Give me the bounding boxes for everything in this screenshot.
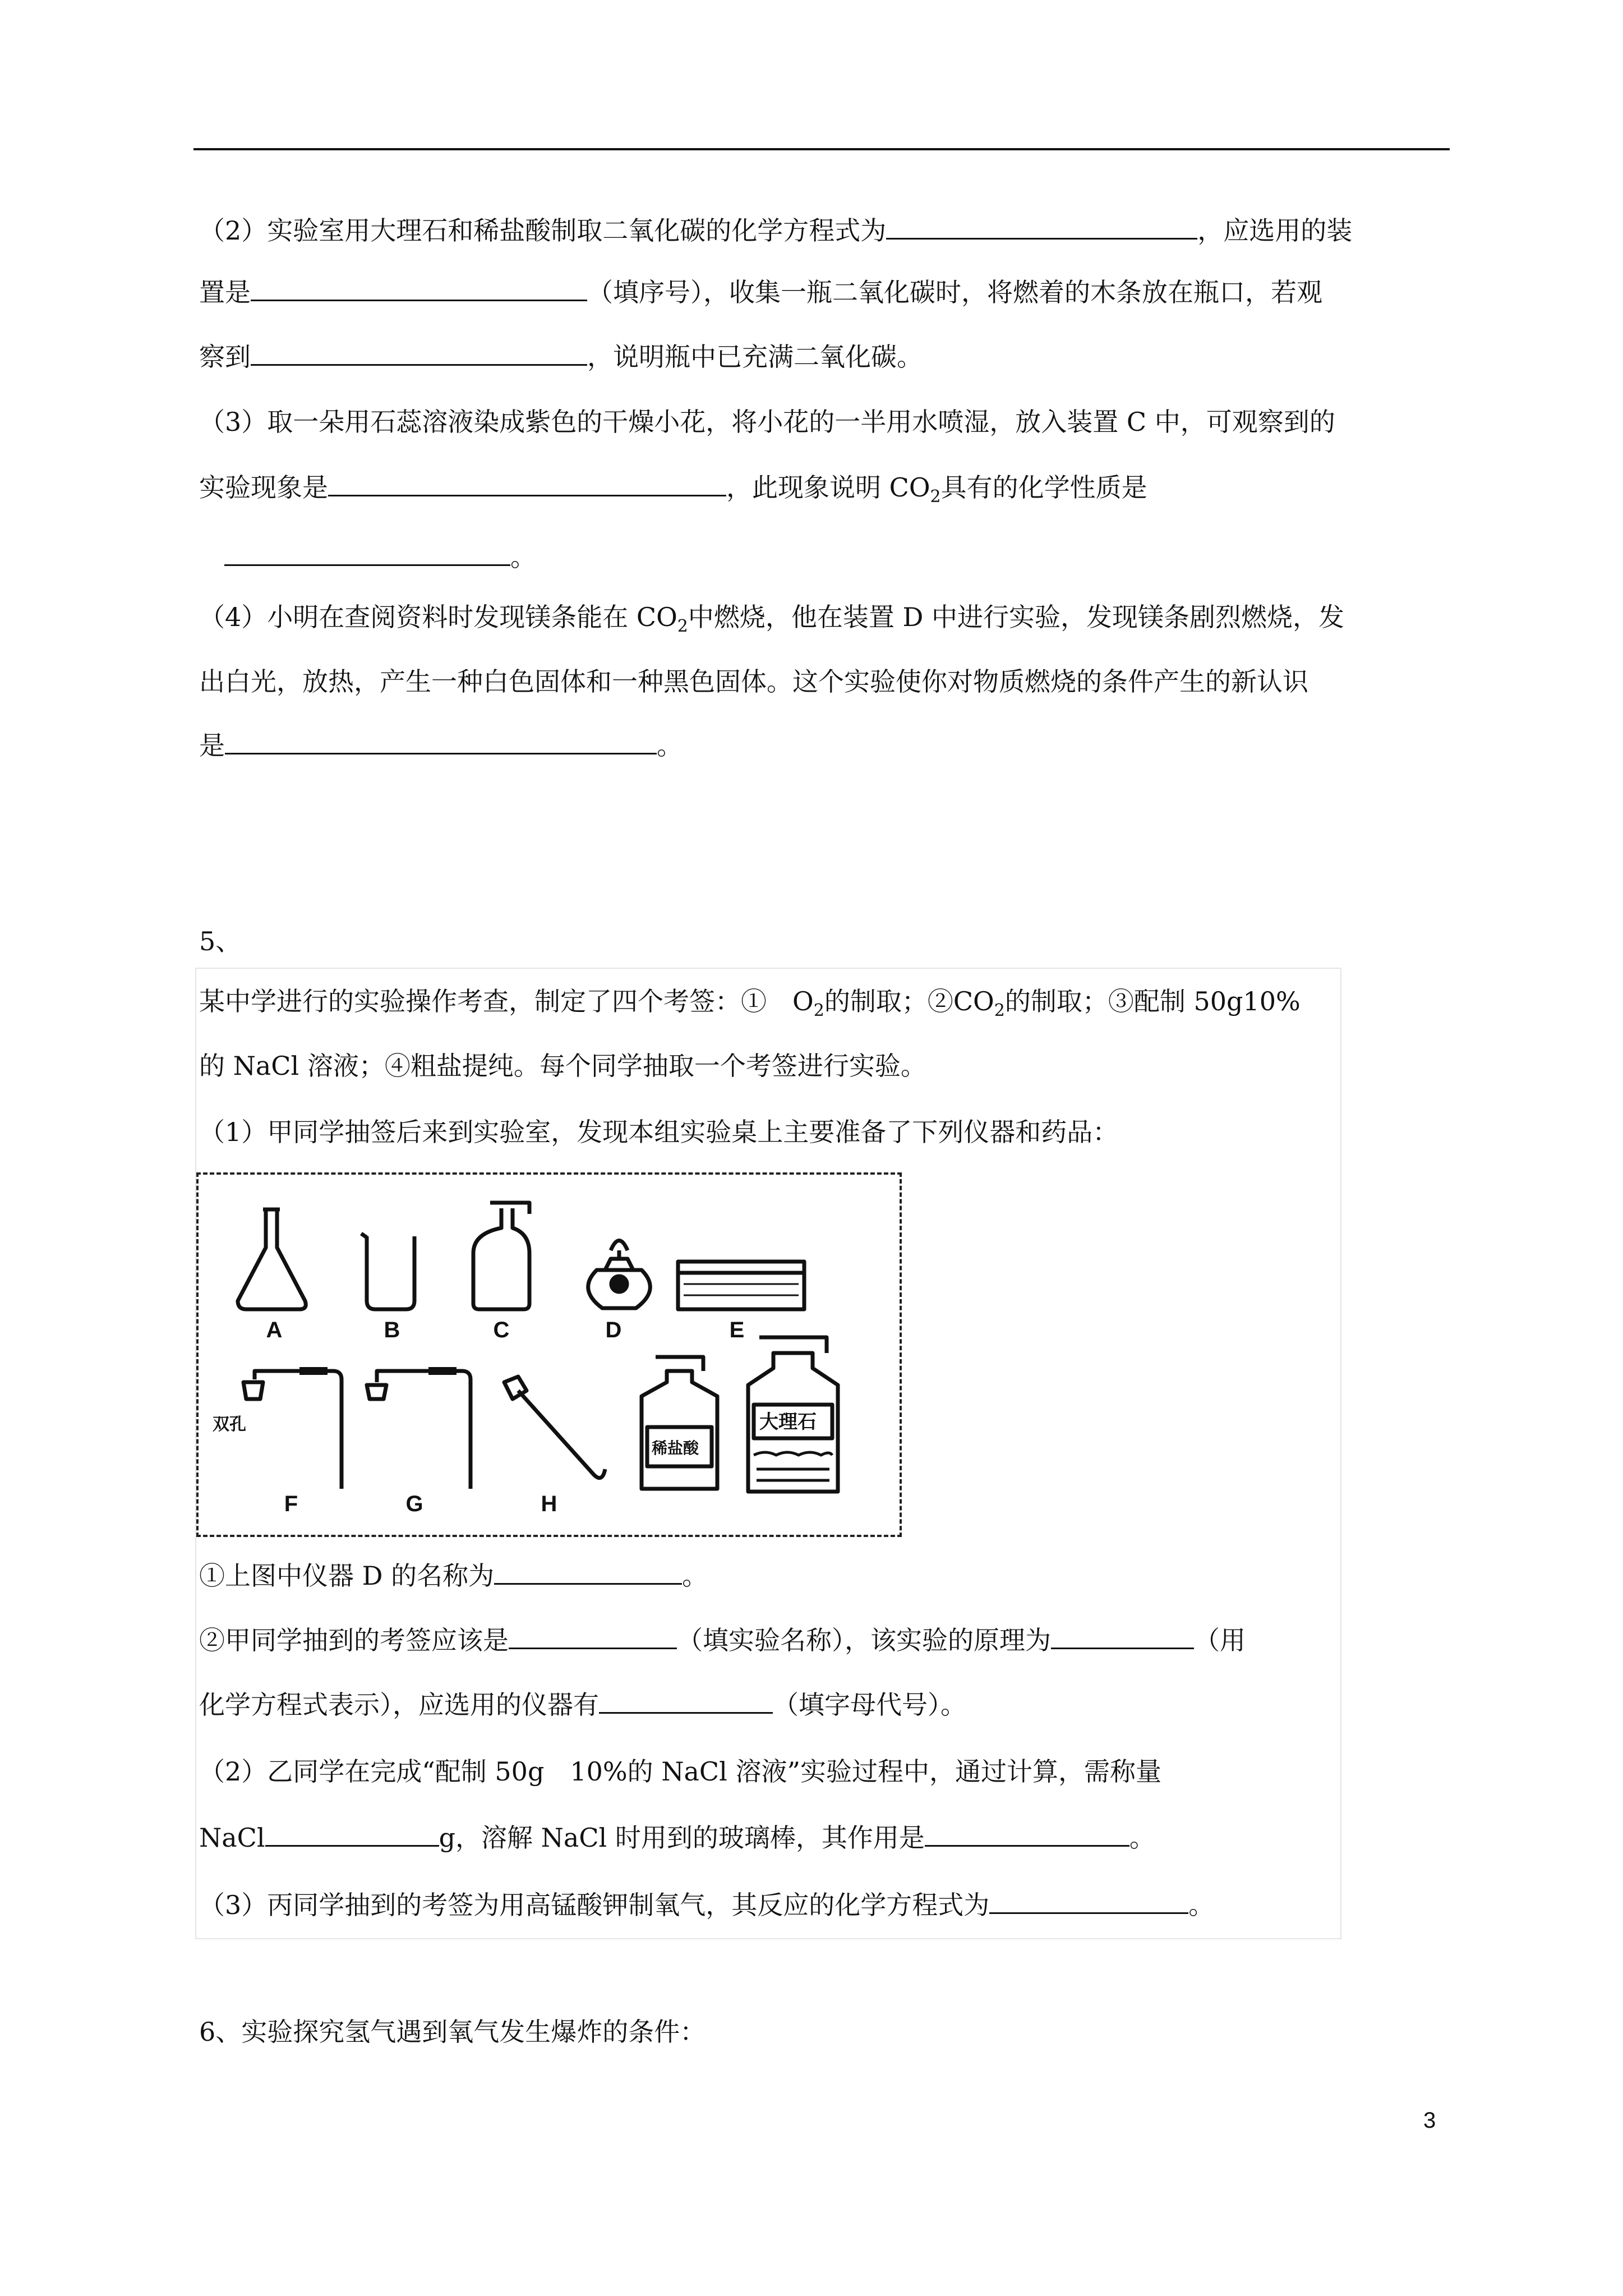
- delivery-tube-g-icon: [367, 1368, 471, 1489]
- q3-line-2: [199, 470, 1147, 507]
- q5-text: 。: [682, 1561, 708, 1591]
- q5-sub-1: [199, 1558, 708, 1593]
- page-number: 3: [1423, 2108, 1436, 2133]
- q2-line-2: [199, 275, 1322, 309]
- answer-blank: [224, 540, 510, 566]
- q5-text: （填字母代号）。: [773, 1690, 966, 1720]
- q5-text: g，溶解 NaCl 时用到的玻璃棒，其作用是: [439, 1823, 925, 1853]
- figure-label: E: [729, 1318, 745, 1342]
- q5-intro-1: [199, 984, 1301, 1021]
- q5-part-2: （2）乙同学在完成“配制 50g 10%的 NaCl 溶液”实验过程中，通过计算，需称量: [199, 1756, 1161, 1787]
- subscript: 2: [994, 1001, 1005, 1021]
- q4-text: 。: [657, 730, 683, 761]
- figure-label: B: [384, 1318, 400, 1342]
- answer-blank: [265, 1820, 439, 1847]
- double-hole-label: 双孔: [213, 1415, 246, 1434]
- q2-text: （填序号），收集一瓶二氧化碳时，将燃着的木条放在瓶口，若观: [587, 277, 1322, 307]
- answer-blank: [494, 1558, 682, 1585]
- q5-text: 的制取；②CO: [824, 986, 994, 1016]
- q5-part-1: （1）甲同学抽签后来到实验室，发现本组实验桌上主要准备了下列仪器和药品：: [199, 1117, 1119, 1147]
- marble-bottle-label: 大理石: [759, 1411, 817, 1433]
- subscript: 2: [677, 616, 688, 637]
- acid-bottle-icon: [642, 1357, 717, 1489]
- q5-sub-3: [199, 1687, 966, 1722]
- figure-label: F: [284, 1492, 298, 1516]
- delivery-tube-f-icon: [243, 1368, 342, 1489]
- figure-label: A: [266, 1318, 283, 1342]
- acid-bottle-label: 稀盐酸: [652, 1439, 699, 1457]
- answer-blank: [328, 470, 726, 496]
- figure-label: H: [541, 1492, 557, 1516]
- figure-label: C: [493, 1318, 510, 1342]
- q5-part-3: [199, 1888, 1214, 1922]
- bent-tube-h-icon: [504, 1377, 605, 1478]
- q3-text: 。: [510, 542, 536, 572]
- q5-sub-2: [199, 1623, 1246, 1657]
- apparatus-figure: [196, 1172, 902, 1537]
- q3-text: 实验现象是: [199, 472, 328, 503]
- answer-blank: [1051, 1623, 1194, 1649]
- q4-line-3: [199, 728, 683, 762]
- subscript: 2: [930, 487, 941, 507]
- q3-text: ，此现象说明 CO: [726, 472, 930, 503]
- q2-text: ，说明瓶中已充满二氧化碳。: [587, 342, 923, 372]
- q3-line-3: [224, 540, 536, 574]
- reagent-bottle-icon: [473, 1203, 529, 1309]
- q5-text: ①上图中仪器 D 的名称为: [199, 1561, 495, 1591]
- q3-line-1: （3）取一朵用石蕊溶液染成紫色的干燥小花，将小花的一半用水喷湿，放入装置 C 中，可观察到的: [199, 407, 1335, 437]
- answer-blank: [925, 1820, 1129, 1847]
- q5-text: 。: [1188, 1890, 1215, 1920]
- answer-blank: [989, 1888, 1188, 1914]
- q5-text: NaCl: [199, 1823, 265, 1853]
- beaker-icon: [361, 1234, 414, 1309]
- answer-blank: [886, 213, 1197, 240]
- q2-line-1: [199, 213, 1352, 247]
- q2-text: （2）实验室用大理石和稀盐酸制取二氧化碳的化学方程式为: [199, 215, 887, 246]
- alcohol-lamp-icon: [588, 1241, 651, 1309]
- q5-text: 化学方程式表示），应选用的仪器有: [199, 1690, 599, 1720]
- q5-part-2-cont: [199, 1820, 1155, 1855]
- q4-text: 中燃烧，他在装置 D 中进行实验，发现镁条剧烈燃烧，发: [688, 602, 1345, 632]
- answer-blank: [225, 728, 657, 754]
- q4-line-2: 出白光，放热，产生一种白色固体和一种黑色固体。这个实验使你对物质燃烧的条件产生的新认识: [199, 666, 1308, 697]
- answer-blank: [251, 339, 587, 366]
- q6-heading: 6、实验探究氢气遇到氧气发生爆炸的条件：: [199, 2017, 706, 2047]
- q2-line-3: [199, 339, 923, 374]
- q4-line-1: [199, 600, 1345, 637]
- q4-text: （4）小明在查阅资料时发现镁条能在 CO: [199, 602, 677, 632]
- q2-text: 置是: [199, 277, 251, 307]
- q5-text: 。: [1129, 1823, 1155, 1853]
- subscript: 2: [813, 1001, 824, 1021]
- q5-text: 的制取；③配制 50g10%: [1004, 986, 1301, 1016]
- q2-text: 察到: [199, 342, 251, 372]
- header-rule: [193, 148, 1450, 150]
- answer-blank: [599, 1687, 773, 1714]
- q5-text: （填实验名称），该实验的原理为: [677, 1625, 1051, 1655]
- q5-intro-2: 的 NaCl 溶液；④粗盐提纯。每个同学抽取一个考签进行实验。: [199, 1051, 926, 1081]
- q5-text: 某中学进行的实验操作考查，制定了四个考签：① O: [199, 986, 814, 1016]
- q3-text: 具有的化学性质是: [940, 472, 1147, 503]
- q5-text: （用: [1194, 1625, 1246, 1655]
- q5-text: ②甲同学抽到的考签应该是: [199, 1625, 509, 1655]
- q4-text: 是: [199, 730, 225, 761]
- water-trough-icon: [678, 1262, 804, 1309]
- q5-number: 5、: [199, 926, 242, 956]
- q2-text: ，应选用的装: [1197, 215, 1353, 246]
- figure-label: D: [605, 1318, 622, 1342]
- answer-blank: [251, 275, 587, 301]
- q5-text: （3）丙同学抽到的考签为用高锰酸钾制氧气，其反应的化学方程式为: [199, 1890, 990, 1920]
- conical-flask-icon: [238, 1209, 306, 1309]
- figure-label: G: [405, 1492, 423, 1516]
- answer-blank: [509, 1623, 677, 1649]
